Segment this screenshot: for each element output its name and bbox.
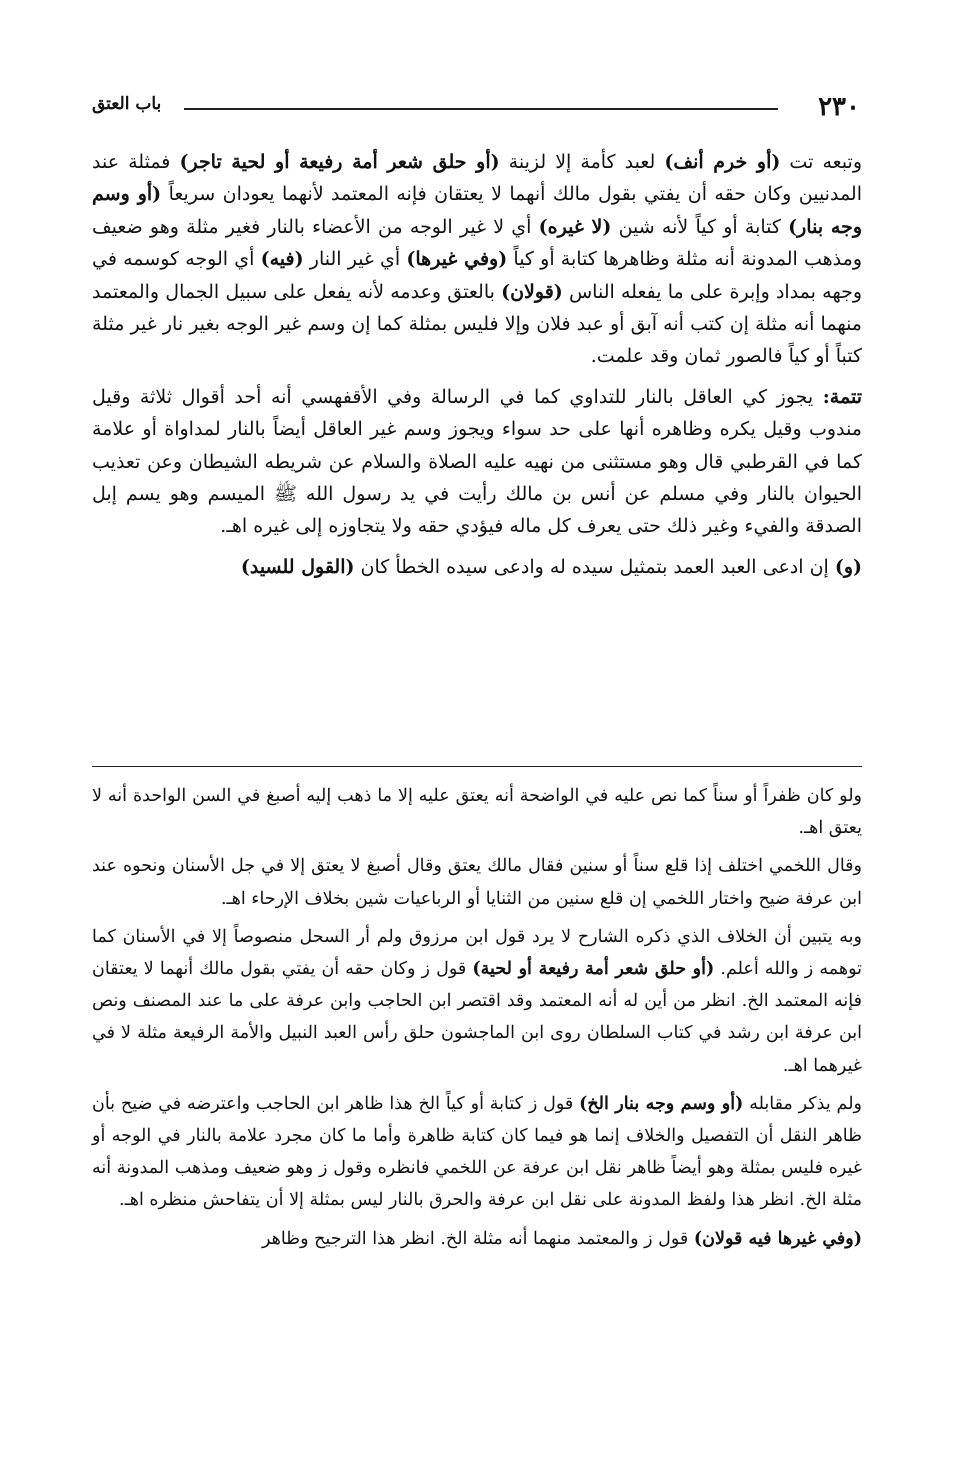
bold-quote: (و) <box>834 555 862 578</box>
text: بالعتق وعدمه لأنه يفعل على سبيل الجمال والمعتمد منهما أنه مثلة إن كتب أنه آبق أو عبد فلان وإلا فليس بمثلة كما إن وسم غير الوجه بغير نار غير مثلة كتباً أو كياً فالصور ثمان وقد علمت. <box>92 280 862 368</box>
bold-quote: (أو حلق شعر أمة رفيعة أو لحية) <box>472 959 715 980</box>
bold-heading: تتمة: <box>822 385 862 408</box>
text: يجوز كي العاقل بالنار للتداوي كما في الرسالة وفي الأقفهسي أنه أحد أقوال ثلاثة وقيل مندوب وقيل يكره وظاهره أنها على حد سواء ويجوز وسم غير العاقل أيضاً بالنار لمداواة أو علامة كما في القرطبي قال وهو مستثنى من نهيه عليه الصلاة والسلام عن شريطه الشيطان وعن تعذيب الحيوان بالنار وفي مسلم عن أنس بن مالك رأيت في يد رسول الله ﷺ الميسم وهو يسم إبل الصدقة والفيء وغير ذلك حتى يعرف كل ماله فيؤدي حقه ولا يتجاوزه إلى غيره اهـ. <box>92 385 862 538</box>
text: وبه يتبين أن الخلاف الذي ذكره الشارح لا يرد قول ابن مرزوق ولم أر السحل منصوصاً إلا في الأسنان كما توهمه ز والله أعلم. <box>92 926 862 980</box>
header-rule <box>184 108 778 110</box>
bold-quote: (القول للسيد) <box>240 555 355 578</box>
bold-quote: (أو خرم أنف) <box>664 151 781 173</box>
footnote-divider <box>92 766 862 767</box>
text: قول ز وكان حقه أن يفتي بقول مالك أنهما لا يعتقان فإنه المعتمد الخ. انظر من أين له أنه المعتمد وقد اقتصر ابن الحاجب وابن عرفة على ما عند المصنف ونص ابن عرفة ابن رشد في كتاب السلطان روى ابن الماجشون حلق رأس العبد النبيل والأمة الرفيعة مثلة لا في غيرهما اهـ. <box>92 959 862 1076</box>
chapter-title: باب العتق <box>92 94 162 114</box>
text: إن ادعى العبد العمد بتمثيل سيده له وادعى سيده الخطأ كان <box>354 555 835 578</box>
footnotes <box>92 780 862 1261</box>
text: فمثلة عند المدنيين وكان حقه أن يفتي بقول مالك أنهما لا يعتقان فإنه المعتمد لأنهما يعودان سريعاً <box>92 151 862 206</box>
footnote-1: ولو كان ظفراً أو سناً كما نص عليه في الواضحة أنه يعتق عليه إلا ما ذهب إليه أصبغ في السن الواحدة أنه لا يعتق اهـ. <box>92 786 862 839</box>
text: قول ز كتابة أو كياً الخ هذا ظاهر ابن الحاجب واعترضه في ضيح بأن ظاهر النقل أن التفصيل والخلاف إنما هو فيما كان كتابة ظاهرة وأما ما كان مجرد علامة بالنار في الوجه أو غيره فليس بمثلة وهو أيضاً ظاهر نقل ابن عرفة عن اللخمي فانظره وقول ز وهو ضعيف ومذهب المدونة أنه مثلة الخ. انظر هذا ولفظ المدونة على نقل ابن عرفة والحرق بالنار ليس بمثلة إلا أن يتفاحش منظره اهـ. <box>92 1093 862 1211</box>
bold-quote: (وفي غيرها) <box>406 248 508 271</box>
text: لعبد كأمة إلا لزينة <box>499 151 665 173</box>
bold-quote: (أو وسم وجه بنار) <box>92 183 863 238</box>
paragraph-1 <box>92 146 862 373</box>
running-header <box>92 88 860 128</box>
main-text <box>92 146 862 591</box>
bold-quote: (قولان) <box>501 280 563 303</box>
bold-quote: (لا غيره) <box>538 215 612 238</box>
footnote-3 <box>92 921 862 1082</box>
text: أي الوجه كوسمه في وجهه بمداد وإبرة على ما يفعله الناس <box>92 248 863 303</box>
text: وتبعه تت <box>780 151 862 173</box>
page-number: ٢٣٠ <box>818 92 860 122</box>
text: أي غير النار <box>303 248 407 271</box>
footnote-4 <box>92 1088 862 1217</box>
text: قول ز والمعتمد منهما أنه مثلة الخ. انظر هذا الترجيح وظاهر <box>261 1228 694 1249</box>
bold-quote: (أو حلق شعر أمة رفيعة أو لحية تاجر) <box>179 151 500 173</box>
text: أي لا غير الوجه من الأعضاء بالنار فغير مثلة وهو ضعيف ومذهب المدونة أنه مثلة وظاهرها كتابة أو كياً <box>92 215 862 271</box>
footnote-5 <box>92 1223 862 1255</box>
footnote-2: وقال اللخمي اختلف إذا قلع سناً أو سنين فقال مالك يعتق وقال أصبغ لا يعتق إلا في جل الأسنان ونحوه عند ابن عرفة ضيح واختار اللخمي إن قلع سنين من الثنايا أو الرباعيات شين بخلاف الإرحاء اهـ. <box>92 856 862 909</box>
bold-quote: (فيه) <box>260 248 304 271</box>
text: كتابة أو كياً لأنه شين <box>611 215 789 238</box>
text: ولم يذكر مقابله <box>743 1093 862 1114</box>
paragraph-2 <box>92 381 862 543</box>
paragraph-3 <box>92 551 862 583</box>
bold-quote: (أو وسم وجه بنار الخ) <box>579 1093 744 1114</box>
bold-quote: (وفي غيرها فيه قولان) <box>693 1228 862 1249</box>
